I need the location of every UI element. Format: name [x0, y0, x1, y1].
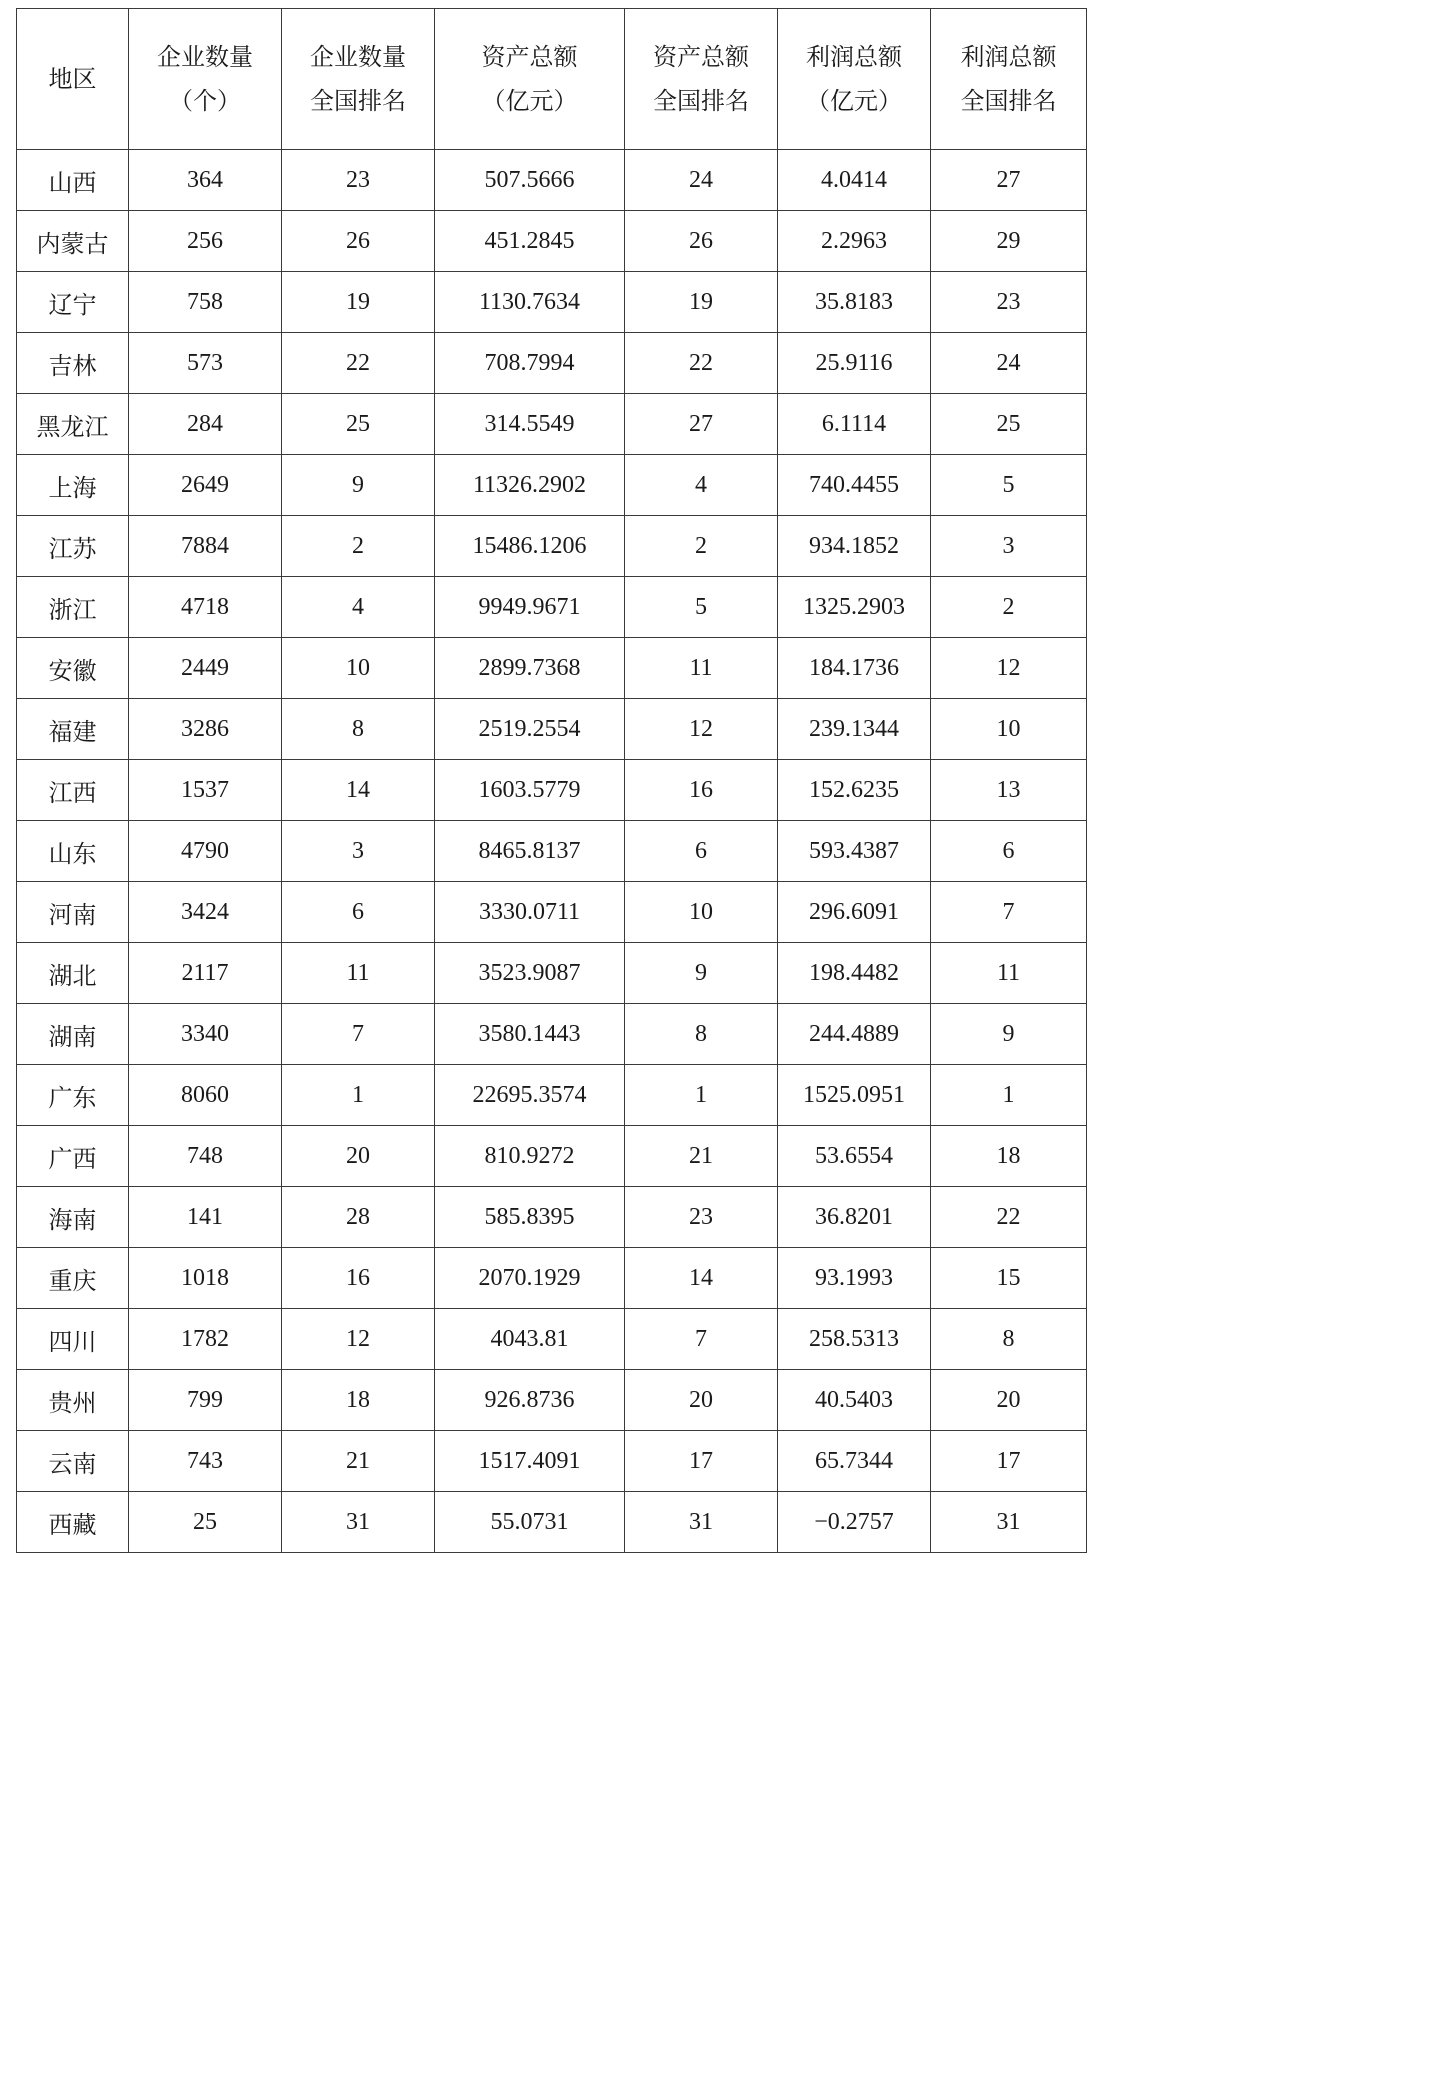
table-row [17, 1248, 1087, 1309]
cell-total-assets: 1517.4091 [435, 1431, 625, 1492]
cell-total-profit-rank: 9 [931, 1004, 1087, 1065]
cell-total-assets: 3330.0711 [435, 882, 625, 943]
cell-region: 辽宁 [17, 272, 129, 333]
cell-total-profit: −0.2757 [778, 1492, 931, 1553]
cell-total-assets-rank: 26 [625, 211, 778, 272]
cell-enterprise-count-rank: 9 [282, 455, 435, 516]
header-enterprise-count [129, 9, 282, 150]
cell-total-profit-rank: 27 [931, 150, 1087, 211]
cell-total-profit-rank: 8 [931, 1309, 1087, 1370]
cell-total-profit: 244.4889 [778, 1004, 931, 1065]
cell-total-profit: 65.7344 [778, 1431, 931, 1492]
cell-enterprise-count: 1537 [129, 760, 282, 821]
cell-total-profit-rank: 11 [931, 943, 1087, 1004]
header-region [17, 9, 129, 150]
cell-enterprise-count-rank: 3 [282, 821, 435, 882]
cell-region: 江苏 [17, 516, 129, 577]
cell-region: 黑龙江 [17, 394, 129, 455]
header-text-line: 全国排名 [310, 87, 406, 115]
cell-enterprise-count: 1018 [129, 1248, 282, 1309]
cell-enterprise-count-rank: 10 [282, 638, 435, 699]
table-row [17, 1309, 1087, 1370]
cell-region: 山东 [17, 821, 129, 882]
cell-total-assets-rank: 7 [625, 1309, 778, 1370]
header-text-line: 资产总额 [653, 43, 749, 71]
cell-total-profit-rank: 13 [931, 760, 1087, 821]
cell-enterprise-count: 364 [129, 150, 282, 211]
cell-enterprise-count: 7884 [129, 516, 282, 577]
table-row [17, 516, 1087, 577]
cell-region: 云南 [17, 1431, 129, 1492]
table-row [17, 577, 1087, 638]
cell-region: 海南 [17, 1187, 129, 1248]
cell-total-profit-rank: 2 [931, 577, 1087, 638]
cell-total-profit-rank: 17 [931, 1431, 1087, 1492]
cell-total-profit-rank: 5 [931, 455, 1087, 516]
cell-region: 山西 [17, 150, 129, 211]
header-text-line: 企业数量 [157, 43, 253, 71]
cell-total-assets-rank: 22 [625, 333, 778, 394]
cell-enterprise-count: 256 [129, 211, 282, 272]
cell-total-assets: 55.0731 [435, 1492, 625, 1553]
cell-total-assets-rank: 16 [625, 760, 778, 821]
cell-enterprise-count-rank: 14 [282, 760, 435, 821]
cell-total-profit-rank: 1 [931, 1065, 1087, 1126]
cell-total-profit-rank: 6 [931, 821, 1087, 882]
cell-region: 内蒙古 [17, 211, 129, 272]
cell-total-assets: 451.2845 [435, 211, 625, 272]
cell-total-profit-rank: 7 [931, 882, 1087, 943]
cell-total-assets-rank: 8 [625, 1004, 778, 1065]
cell-enterprise-count: 743 [129, 1431, 282, 1492]
cell-total-profit: 40.5403 [778, 1370, 931, 1431]
cell-enterprise-count-rank: 2 [282, 516, 435, 577]
cell-total-assets-rank: 12 [625, 699, 778, 760]
cell-total-profit: 296.6091 [778, 882, 931, 943]
cell-total-assets: 15486.1206 [435, 516, 625, 577]
cell-total-profit: 258.5313 [778, 1309, 931, 1370]
cell-enterprise-count-rank: 16 [282, 1248, 435, 1309]
cell-region: 重庆 [17, 1248, 129, 1309]
cell-total-assets-rank: 11 [625, 638, 778, 699]
table-row [17, 638, 1087, 699]
cell-total-assets: 810.9272 [435, 1126, 625, 1187]
header-text-line: （亿元） [806, 87, 902, 115]
cell-total-assets-rank: 27 [625, 394, 778, 455]
cell-region: 西藏 [17, 1492, 129, 1553]
cell-total-profit: 4.0414 [778, 150, 931, 211]
cell-total-assets-rank: 10 [625, 882, 778, 943]
cell-total-profit: 152.6235 [778, 760, 931, 821]
table-row [17, 455, 1087, 516]
cell-enterprise-count: 4718 [129, 577, 282, 638]
cell-region: 河南 [17, 882, 129, 943]
cell-total-assets: 926.8736 [435, 1370, 625, 1431]
cell-total-profit: 198.4482 [778, 943, 931, 1004]
cell-total-assets: 11326.2902 [435, 455, 625, 516]
table-row [17, 394, 1087, 455]
cell-enterprise-count-rank: 11 [282, 943, 435, 1004]
header-row [17, 9, 1087, 150]
table-row [17, 150, 1087, 211]
cell-total-profit: 93.1993 [778, 1248, 931, 1309]
cell-region: 四川 [17, 1309, 129, 1370]
cell-enterprise-count: 25 [129, 1492, 282, 1553]
cell-enterprise-count-rank: 6 [282, 882, 435, 943]
table-row [17, 1370, 1087, 1431]
cell-total-assets-rank: 21 [625, 1126, 778, 1187]
header-total-profit [778, 9, 931, 150]
table-row [17, 1126, 1087, 1187]
header-text-line: 全国排名 [653, 87, 749, 115]
cell-total-profit-rank: 25 [931, 394, 1087, 455]
cell-enterprise-count-rank: 1 [282, 1065, 435, 1126]
cell-total-assets: 22695.3574 [435, 1065, 625, 1126]
cell-total-profit: 740.4455 [778, 455, 931, 516]
cell-total-assets-rank: 9 [625, 943, 778, 1004]
cell-total-assets-rank: 24 [625, 150, 778, 211]
cell-enterprise-count: 141 [129, 1187, 282, 1248]
cell-region: 广东 [17, 1065, 129, 1126]
header-text-line: （亿元） [481, 87, 578, 115]
cell-enterprise-count-rank: 7 [282, 1004, 435, 1065]
cell-region: 江西 [17, 760, 129, 821]
cell-total-profit-rank: 20 [931, 1370, 1087, 1431]
cell-enterprise-count: 1782 [129, 1309, 282, 1370]
header-total-profit-rank [931, 9, 1087, 150]
table-row [17, 760, 1087, 821]
table-row [17, 272, 1087, 333]
cell-enterprise-count-rank: 20 [282, 1126, 435, 1187]
cell-total-assets-rank: 2 [625, 516, 778, 577]
cell-enterprise-count: 4790 [129, 821, 282, 882]
table-row [17, 1065, 1087, 1126]
cell-enterprise-count-rank: 23 [282, 150, 435, 211]
cell-region: 湖北 [17, 943, 129, 1004]
cell-total-assets-rank: 6 [625, 821, 778, 882]
cell-total-assets-rank: 20 [625, 1370, 778, 1431]
cell-enterprise-count: 2449 [129, 638, 282, 699]
cell-enterprise-count: 3424 [129, 882, 282, 943]
cell-total-profit-rank: 15 [931, 1248, 1087, 1309]
cell-total-assets: 2519.2554 [435, 699, 625, 760]
cell-total-profit-rank: 18 [931, 1126, 1087, 1187]
header-text-line: 地区 [48, 65, 97, 93]
cell-total-assets: 314.5549 [435, 394, 625, 455]
cell-enterprise-count-rank: 4 [282, 577, 435, 638]
cell-total-profit-rank: 31 [931, 1492, 1087, 1553]
cell-enterprise-count-rank: 28 [282, 1187, 435, 1248]
region-enterprise-table [16, 8, 1087, 1553]
cell-total-assets: 8465.8137 [435, 821, 625, 882]
cell-region: 浙江 [17, 577, 129, 638]
cell-total-profit: 184.1736 [778, 638, 931, 699]
cell-total-assets-rank: 23 [625, 1187, 778, 1248]
cell-total-profit: 934.1852 [778, 516, 931, 577]
cell-enterprise-count: 3286 [129, 699, 282, 760]
cell-total-assets-rank: 1 [625, 1065, 778, 1126]
cell-total-profit: 6.1114 [778, 394, 931, 455]
cell-total-profit: 25.9116 [778, 333, 931, 394]
cell-total-profit: 53.6554 [778, 1126, 931, 1187]
table-header [17, 9, 1087, 150]
cell-total-assets-rank: 17 [625, 1431, 778, 1492]
table-row [17, 699, 1087, 760]
cell-total-assets: 3523.9087 [435, 943, 625, 1004]
cell-total-assets-rank: 5 [625, 577, 778, 638]
cell-enterprise-count: 284 [129, 394, 282, 455]
cell-total-assets: 585.8395 [435, 1187, 625, 1248]
cell-enterprise-count-rank: 21 [282, 1431, 435, 1492]
cell-region: 安徽 [17, 638, 129, 699]
table-row [17, 211, 1087, 272]
table-row [17, 882, 1087, 943]
cell-total-assets: 708.7994 [435, 333, 625, 394]
cell-region: 吉林 [17, 333, 129, 394]
cell-enterprise-count-rank: 12 [282, 1309, 435, 1370]
cell-enterprise-count: 3340 [129, 1004, 282, 1065]
table-body [17, 150, 1087, 1553]
cell-total-profit: 36.8201 [778, 1187, 931, 1248]
cell-total-profit-rank: 24 [931, 333, 1087, 394]
cell-total-profit: 239.1344 [778, 699, 931, 760]
cell-enterprise-count-rank: 8 [282, 699, 435, 760]
cell-total-profit: 1525.0951 [778, 1065, 931, 1126]
cell-total-assets: 2899.7368 [435, 638, 625, 699]
cell-enterprise-count-rank: 18 [282, 1370, 435, 1431]
cell-total-assets: 4043.81 [435, 1309, 625, 1370]
cell-total-profit-rank: 22 [931, 1187, 1087, 1248]
cell-region: 贵州 [17, 1370, 129, 1431]
cell-total-assets-rank: 19 [625, 272, 778, 333]
cell-total-profit: 593.4387 [778, 821, 931, 882]
cell-total-profit-rank: 12 [931, 638, 1087, 699]
cell-enterprise-count: 573 [129, 333, 282, 394]
header-text-line: 利润总额 [960, 43, 1057, 71]
cell-total-assets: 9949.9671 [435, 577, 625, 638]
cell-total-assets-rank: 4 [625, 455, 778, 516]
table-row [17, 1187, 1087, 1248]
cell-total-assets: 1603.5779 [435, 760, 625, 821]
header-text-line: 资产总额 [481, 43, 578, 71]
header-text-line: （个） [169, 87, 241, 115]
cell-total-assets-rank: 31 [625, 1492, 778, 1553]
header-text-line: 企业数量 [310, 43, 406, 71]
table-row [17, 333, 1087, 394]
cell-total-profit: 2.2963 [778, 211, 931, 272]
cell-total-assets: 1130.7634 [435, 272, 625, 333]
cell-region: 福建 [17, 699, 129, 760]
table-row [17, 821, 1087, 882]
cell-total-profit-rank: 3 [931, 516, 1087, 577]
table-row [17, 1004, 1087, 1065]
table-row [17, 943, 1087, 1004]
cell-enterprise-count-rank: 19 [282, 272, 435, 333]
cell-enterprise-count: 8060 [129, 1065, 282, 1126]
cell-enterprise-count: 2117 [129, 943, 282, 1004]
cell-enterprise-count-rank: 22 [282, 333, 435, 394]
cell-total-assets: 3580.1443 [435, 1004, 625, 1065]
cell-total-assets: 507.5666 [435, 150, 625, 211]
cell-enterprise-count: 799 [129, 1370, 282, 1431]
cell-region: 湖南 [17, 1004, 129, 1065]
header-text-line: 利润总额 [806, 43, 902, 71]
cell-total-profit-rank: 23 [931, 272, 1087, 333]
cell-enterprise-count: 748 [129, 1126, 282, 1187]
cell-region: 上海 [17, 455, 129, 516]
cell-total-profit-rank: 29 [931, 211, 1087, 272]
cell-total-assets-rank: 14 [625, 1248, 778, 1309]
table-row [17, 1431, 1087, 1492]
cell-enterprise-count: 2649 [129, 455, 282, 516]
cell-enterprise-count-rank: 31 [282, 1492, 435, 1553]
cell-total-profit-rank: 10 [931, 699, 1087, 760]
cell-enterprise-count: 758 [129, 272, 282, 333]
cell-region: 广西 [17, 1126, 129, 1187]
cell-total-profit: 1325.2903 [778, 577, 931, 638]
header-enterprise-count-rank [282, 9, 435, 150]
header-total-assets-rank [625, 9, 778, 150]
header-total-assets [435, 9, 625, 150]
header-text-line: 全国排名 [960, 87, 1057, 115]
cell-total-profit: 35.8183 [778, 272, 931, 333]
cell-enterprise-count-rank: 25 [282, 394, 435, 455]
cell-enterprise-count-rank: 26 [282, 211, 435, 272]
cell-total-assets: 2070.1929 [435, 1248, 625, 1309]
table-row [17, 1492, 1087, 1553]
